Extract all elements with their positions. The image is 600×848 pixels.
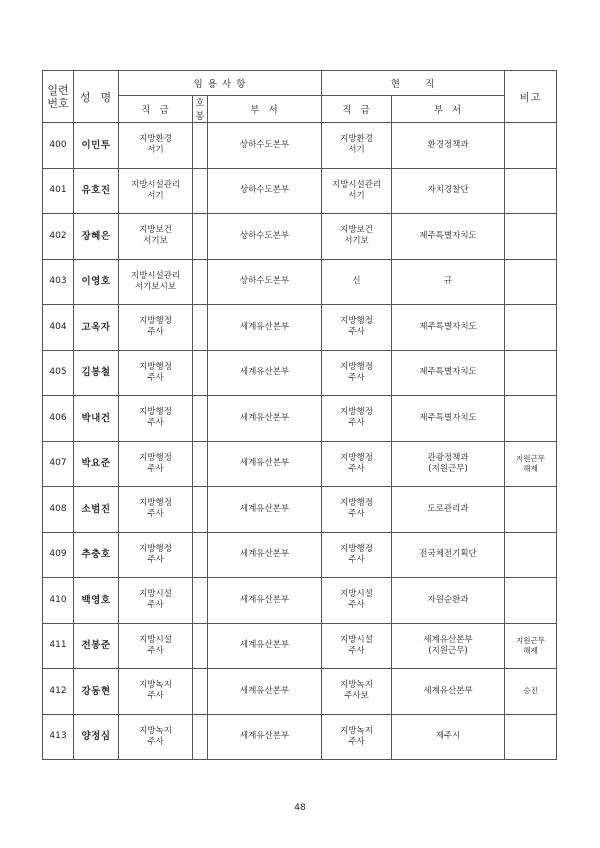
- current-dept-cell: 제주특별자치도: [392, 305, 505, 351]
- table-row: [43, 214, 557, 260]
- appointment-dept-cell: 세계유산본부: [208, 396, 322, 442]
- table-row: [43, 123, 557, 169]
- appointment-dept-cell: 상하수도본부: [208, 123, 322, 169]
- current-rank-cell: 지방보건 서기보: [322, 214, 392, 260]
- hobong-cell: [193, 532, 208, 578]
- note-cell: [505, 168, 557, 214]
- appointment-rank-header: 직 급: [119, 96, 193, 123]
- note-cell: [505, 714, 557, 760]
- note-cell: [505, 305, 557, 351]
- hobong-cell: [193, 259, 208, 305]
- current-rank-header: 직 급: [322, 96, 392, 123]
- note-cell: [505, 259, 557, 305]
- appointment-dept-cell: 상하수도본부: [208, 259, 322, 305]
- note-cell: [505, 123, 557, 169]
- name-cell: 이민투: [74, 123, 119, 169]
- current-rank-cell: 지방시설 주사: [322, 578, 392, 624]
- name-cell: 박내건: [74, 396, 119, 442]
- current-dept-cell: 규: [392, 259, 505, 305]
- serial-number-cell: 412: [43, 669, 74, 715]
- serial-number-cell: 410: [43, 578, 74, 624]
- current-rank-cell: 지방행정 주사: [322, 441, 392, 487]
- appointment-dept-header: 부 서: [208, 96, 322, 123]
- appointment-rank-cell: 지방행정 주사: [119, 396, 193, 442]
- name-cell: 고옥자: [74, 305, 119, 351]
- hobong-cell: [193, 168, 208, 214]
- serial-number-cell: 411: [43, 623, 74, 669]
- current-dept-cell: 제주특별자치도: [392, 396, 505, 442]
- serial-number-cell: 409: [43, 532, 74, 578]
- name-cell: 추충호: [74, 532, 119, 578]
- current-dept-cell: 전국체전기획단: [392, 532, 505, 578]
- note-cell: 승진: [505, 669, 557, 715]
- page-number: 48: [294, 803, 306, 813]
- appointment-dept-cell: 세계유산본부: [208, 487, 322, 533]
- serial-number-cell: 400: [43, 123, 74, 169]
- current-rank-cell: 지방행정 주사: [322, 305, 392, 351]
- name-cell: 강동현: [74, 669, 119, 715]
- name-header: 성 명: [74, 71, 119, 123]
- table-row: [43, 441, 557, 487]
- current-rank-cell: 지방행정 주사: [322, 487, 392, 533]
- note-cell: [505, 578, 557, 624]
- hobong-cell: [193, 487, 208, 533]
- serial-number-cell: 413: [43, 714, 74, 760]
- personnel-table: [42, 70, 557, 760]
- hobong-cell: [193, 578, 208, 624]
- appointment-rank-cell: 지방환경 서기: [119, 123, 193, 169]
- note-cell: [505, 214, 557, 260]
- appointment-dept-cell: 상하수도본부: [208, 168, 322, 214]
- name-cell: 박요준: [74, 441, 119, 487]
- appointment-header: 임 용 사 항: [119, 71, 322, 96]
- table-row: [43, 623, 557, 669]
- table-row: [43, 669, 557, 715]
- appointment-dept-cell: 상하수도본부: [208, 214, 322, 260]
- hobong-cell: [193, 396, 208, 442]
- appointment-rank-cell: 지방행정 주사: [119, 350, 193, 396]
- hobong-cell: [193, 441, 208, 487]
- current-dept-cell: 자치경찰단: [392, 168, 505, 214]
- current-dept-cell: 관광정책과 (지원근무): [392, 441, 505, 487]
- table-row: [43, 305, 557, 351]
- table-header: [43, 71, 557, 123]
- serial-number-cell: 407: [43, 441, 74, 487]
- appointment-rank-cell: 지방행정 주사: [119, 487, 193, 533]
- hobong-cell: [193, 214, 208, 260]
- appointment-dept-cell: 세계유산본부: [208, 532, 322, 578]
- current-rank-cell: 지방녹지 주사보: [322, 669, 392, 715]
- appointment-rank-cell: 지방행정 주사: [119, 532, 193, 578]
- current-dept-cell: 제주특별자치도: [392, 350, 505, 396]
- appointment-rank-cell: 지방시설관리 서기: [119, 168, 193, 214]
- table-row: [43, 259, 557, 305]
- serial-number-cell: 406: [43, 396, 74, 442]
- serial-number-cell: 404: [43, 305, 74, 351]
- serial-number-cell: 402: [43, 214, 74, 260]
- current-rank-cell: 지방환경 서기: [322, 123, 392, 169]
- table-row: [43, 532, 557, 578]
- current-dept-cell: 자원순환과: [392, 578, 505, 624]
- current-rank-cell: 지방행정 주사: [322, 396, 392, 442]
- note-cell: [505, 532, 557, 578]
- table-row: [43, 350, 557, 396]
- current-rank-cell: 신: [322, 259, 392, 305]
- current-position-header: 현 직: [322, 71, 505, 96]
- serial-number-cell: 403: [43, 259, 74, 305]
- serial-number-header: 일련 번호: [43, 71, 74, 123]
- note-cell: [505, 350, 557, 396]
- appointment-dept-cell: 세계유산본부: [208, 669, 322, 715]
- current-dept-cell: 세계유산본부: [392, 669, 505, 715]
- current-dept-cell: 제주시: [392, 714, 505, 760]
- name-cell: 장혜은: [74, 214, 119, 260]
- hobong-cell: [193, 714, 208, 760]
- name-cell: 양정심: [74, 714, 119, 760]
- appointment-rank-cell: 지방행정 주사: [119, 441, 193, 487]
- current-dept-cell: 환경정책과: [392, 123, 505, 169]
- hobong-header: 호봉: [193, 96, 208, 123]
- appointment-dept-cell: 세계유산본부: [208, 578, 322, 624]
- appointment-rank-cell: 지방녹지 주사: [119, 714, 193, 760]
- note-cell: 지원근무 해제: [505, 623, 557, 669]
- appointment-dept-cell: 세계유산본부: [208, 441, 322, 487]
- note-header: 비고: [505, 71, 557, 123]
- serial-number-cell: 405: [43, 350, 74, 396]
- current-rank-cell: 지방녹지 주사: [322, 714, 392, 760]
- appointment-rank-cell: 지방녹지 주사: [119, 669, 193, 715]
- name-cell: 전봉준: [74, 623, 119, 669]
- current-rank-cell: 지방행정 주사: [322, 350, 392, 396]
- current-dept-header: 부 서: [392, 96, 505, 123]
- table-row: [43, 168, 557, 214]
- table-body: [43, 123, 557, 760]
- appointment-dept-cell: 세계유산본부: [208, 623, 322, 669]
- hobong-cell: [193, 305, 208, 351]
- current-rank-cell: 지방시설관리 서기: [322, 168, 392, 214]
- table-row: [43, 578, 557, 624]
- table-row: [43, 396, 557, 442]
- serial-number-cell: 408: [43, 487, 74, 533]
- current-dept-cell: 제주특별자치도: [392, 214, 505, 260]
- name-cell: 백영호: [74, 578, 119, 624]
- appointment-dept-cell: 세계유산본부: [208, 350, 322, 396]
- hobong-cell: [193, 669, 208, 715]
- current-dept-cell: 세계유산본부 (지원근무): [392, 623, 505, 669]
- name-cell: 김봉철: [74, 350, 119, 396]
- name-cell: 소범진: [74, 487, 119, 533]
- name-cell: 유호진: [74, 168, 119, 214]
- hobong-cell: [193, 350, 208, 396]
- note-cell: [505, 487, 557, 533]
- serial-number-cell: 401: [43, 168, 74, 214]
- current-rank-cell: 지방행정 주사: [322, 532, 392, 578]
- appointment-rank-cell: 지방시설관리 서기보시보: [119, 259, 193, 305]
- table-row: [43, 714, 557, 760]
- current-rank-cell: 지방시설 주사: [322, 623, 392, 669]
- appointment-rank-cell: 지방시설 주사: [119, 578, 193, 624]
- note-cell: 지원근무 해제: [505, 441, 557, 487]
- current-dept-cell: 도로관리과: [392, 487, 505, 533]
- note-cell: [505, 396, 557, 442]
- name-cell: 이영호: [74, 259, 119, 305]
- appointment-rank-cell: 지방행정 주사: [119, 305, 193, 351]
- appointment-rank-cell: 지방보건 서기보: [119, 214, 193, 260]
- table-row: [43, 487, 557, 533]
- hobong-cell: [193, 623, 208, 669]
- hobong-cell: [193, 123, 208, 169]
- appointment-dept-cell: 세계유산본부: [208, 714, 322, 760]
- appointment-rank-cell: 지방시설 주사: [119, 623, 193, 669]
- appointment-dept-cell: 세계유산본부: [208, 305, 322, 351]
